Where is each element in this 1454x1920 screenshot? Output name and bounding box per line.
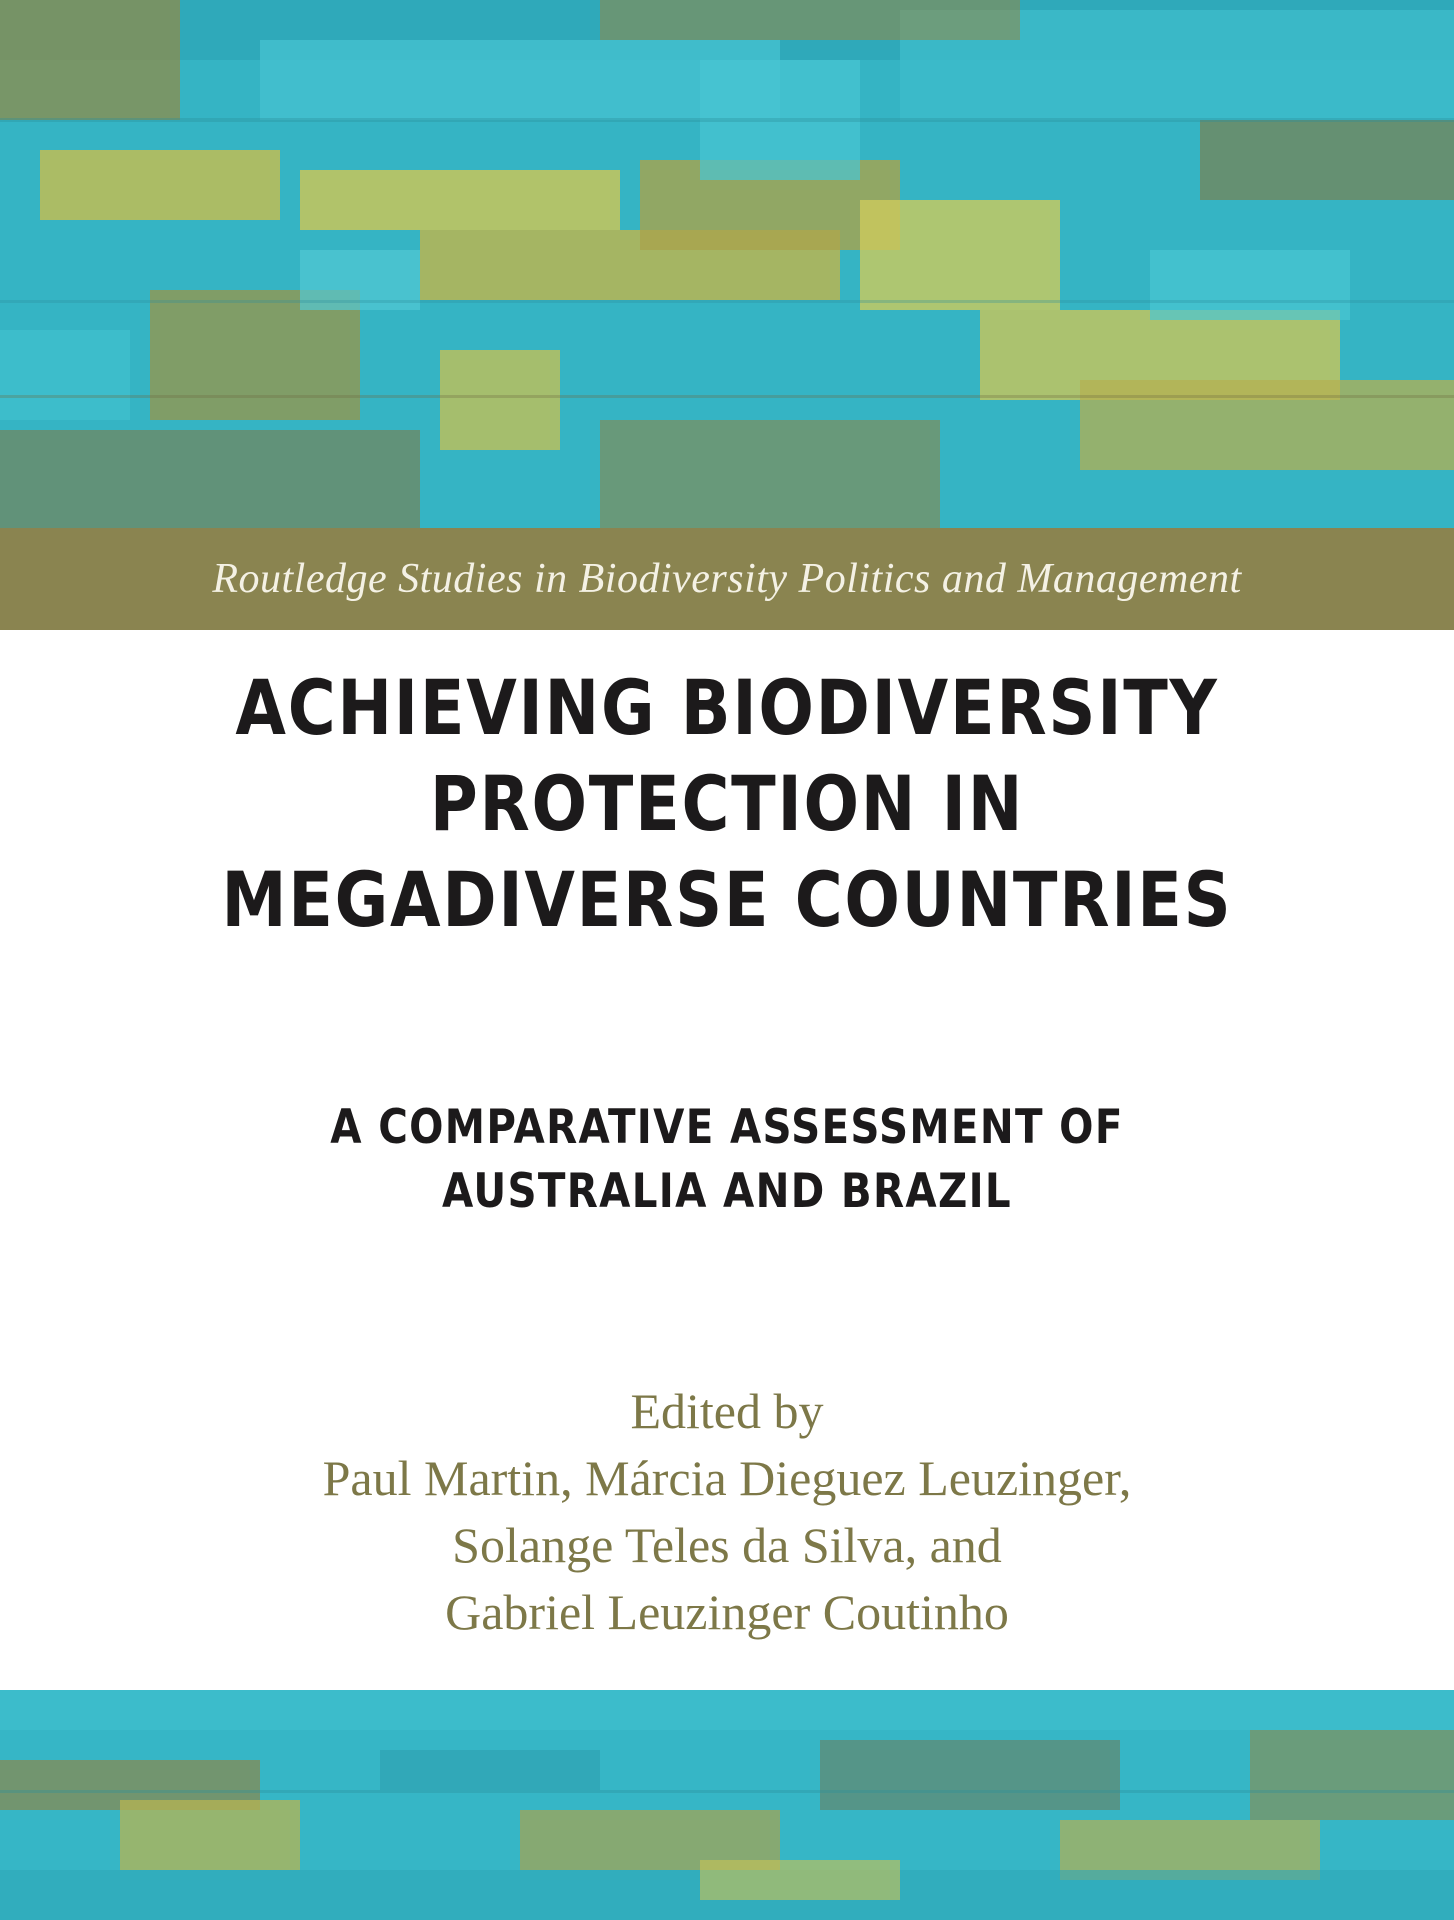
title-line: MEGADIVERSE COUNTRIES — [221, 855, 1233, 944]
editor-names-line: Gabriel Leuzinger Coutinho — [445, 1584, 1009, 1640]
series-title: Routledge Studies in Biodiversity Politics and Management — [212, 556, 1242, 602]
subtitle-line: AUSTRALIA AND BRAZIL — [442, 1164, 1012, 1219]
editor-names-line: Solange Teles da Silva, and — [452, 1517, 1002, 1573]
book-title — [0, 660, 1454, 948]
subtitle-line: A COMPARATIVE ASSESSMENT OF — [330, 1100, 1124, 1155]
book-subtitle — [0, 1096, 1454, 1224]
series-band — [0, 528, 1454, 630]
editor-names-line: Paul Martin, Márcia Dieguez Leuzinger, — [322, 1450, 1132, 1506]
cover-artwork-top — [0, 0, 1454, 528]
editors — [0, 1378, 1454, 1646]
cover-artwork-bottom — [0, 1690, 1454, 1920]
edited-by-label: Edited by — [630, 1383, 824, 1439]
title-line: ACHIEVING BIODIVERSITY — [235, 663, 1219, 752]
title-line: PROTECTION IN — [429, 759, 1025, 848]
